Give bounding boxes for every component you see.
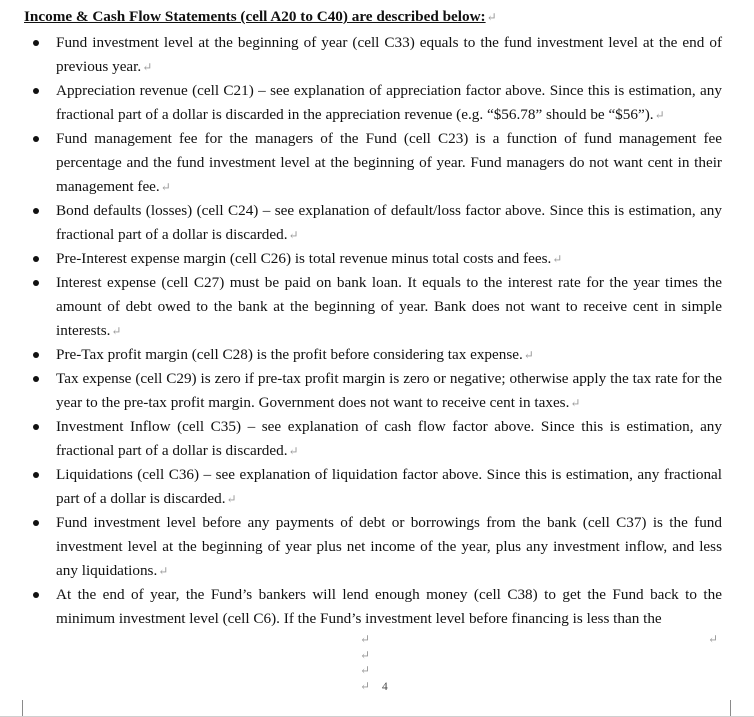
list-item bbox=[0, 343, 722, 367]
bullet-list bbox=[0, 31, 754, 631]
list-item-text: At the end of year, the Fund’s bankers will lend enough money (cell C38) to get the Fund back to the minimum investment level (cell C6). If the Fund’s investment level before financing is less than the bbox=[56, 586, 722, 627]
page-corner-marker-right bbox=[730, 700, 747, 717]
list-item bbox=[0, 199, 722, 247]
list-item bbox=[0, 463, 722, 511]
paragraph-mark-icon: ↵ bbox=[360, 678, 371, 693]
paragraph-mark-icon: ↵ bbox=[288, 444, 299, 458]
paragraph-mark-icon: ↵ bbox=[360, 663, 371, 677]
paragraph-mark-icon: ↵ bbox=[158, 564, 169, 578]
bullet-icon bbox=[33, 376, 39, 382]
section-heading bbox=[24, 6, 497, 28]
list-item-text: Fund investment level at the beginning of year (cell C33) equals to the fund investment level at the end of previous year. bbox=[56, 34, 722, 75]
list-item bbox=[0, 583, 722, 631]
paragraph-mark-icon: ↵ bbox=[288, 228, 299, 242]
bullet-icon bbox=[33, 256, 39, 262]
bullet-icon bbox=[33, 352, 39, 358]
paragraph-mark-icon: ↵ bbox=[570, 396, 581, 410]
list-item bbox=[0, 79, 722, 127]
paragraph-mark-icon: ↵ bbox=[708, 632, 719, 646]
page-number: 4 bbox=[382, 681, 388, 693]
heading-text: Income & Cash Flow Statements (cell A20 to C40) are described below: bbox=[24, 8, 486, 25]
paragraph-mark-icon: ↵ bbox=[360, 647, 371, 662]
bullet-icon bbox=[33, 40, 39, 46]
list-item-text: Liquidations (cell C36) – see explanation of liquidation factor above. Since this is estimation, any fractional part of a dollar is discarded. bbox=[56, 466, 722, 507]
list-item bbox=[0, 247, 722, 271]
list-item bbox=[0, 415, 722, 463]
paragraph-mark-icon: ↵ bbox=[552, 252, 563, 266]
list-item bbox=[0, 271, 722, 343]
empty-paragraph-marks bbox=[360, 632, 370, 694]
bullet-icon bbox=[33, 472, 39, 478]
paragraph-mark-icon: ↵ bbox=[486, 10, 497, 24]
list-item-text: Interest expense (cell C27) must be paid on bank loan. It equals to the interest rate for the year times the amount of debt owed to the bank at the beginning of year. Bank does not want to receive cent in simple interests. bbox=[56, 274, 722, 339]
list-item-text: Tax expense (cell C29) is zero if pre-tax profit margin is zero or negative; otherwise apply the tax rate for the year to the pre-tax profit margin. Government does not want to receive cent in taxes. bbox=[56, 370, 722, 411]
bullet-icon bbox=[33, 88, 39, 94]
list-item bbox=[0, 31, 722, 79]
list-item bbox=[0, 511, 722, 583]
bullet-icon bbox=[33, 136, 39, 142]
bullet-icon bbox=[33, 280, 39, 286]
paragraph-mark-icon: ↵ bbox=[142, 60, 153, 74]
list-item-text: Fund management fee for the managers of the Fund (cell C23) is a function of fund management fee percentage and the fund investment level at the beginning of year. Fund managers do not want cent in their management fee. bbox=[56, 130, 722, 195]
paragraph-mark-icon: ↵ bbox=[523, 348, 534, 362]
list-item bbox=[0, 127, 722, 199]
paragraph-mark-icon: ↵ bbox=[111, 324, 122, 338]
list-item bbox=[0, 367, 722, 415]
page-corner-marker-left bbox=[6, 700, 23, 717]
bullet-icon bbox=[33, 520, 39, 526]
paragraph-mark-icon: ↵ bbox=[160, 180, 171, 194]
bullet-icon bbox=[33, 424, 39, 430]
bullet-icon bbox=[33, 208, 39, 214]
list-item-text: Pre-Tax profit margin (cell C28) is the profit before considering tax expense. bbox=[56, 346, 523, 363]
list-item-text: Investment Inflow (cell C35) – see explanation of cash flow factor above. Since this is estimation, any fractional part of a dollar is discarded. bbox=[56, 418, 722, 459]
list-item-text: Appreciation revenue (cell C21) – see explanation of appreciation factor above. Since this is estimation, any fractional part of a dollar is discarded in the appreciation revenue (e.g. “$56.78” should be “$56”). bbox=[56, 82, 722, 123]
paragraph-mark-icon: ↵ bbox=[360, 632, 371, 646]
paragraph-mark-icon: ↵ bbox=[654, 108, 665, 122]
list-item-text: Fund investment level before any payments of debt or borrowings from the bank (cell C37) is the fund investment level at the beginning of year plus net income of the year, plus any investment inflow, and less any liquidations. bbox=[56, 514, 722, 579]
list-item-text: Bond defaults (losses) (cell C24) – see explanation of default/loss factor above. Since this is estimation, any fractional part of a dollar is discarded. bbox=[56, 202, 722, 243]
list-item-text: Pre-Interest expense margin (cell C26) is total revenue minus total costs and fees. bbox=[56, 250, 552, 267]
paragraph-mark-icon: ↵ bbox=[226, 492, 237, 506]
bullet-icon bbox=[33, 592, 39, 598]
